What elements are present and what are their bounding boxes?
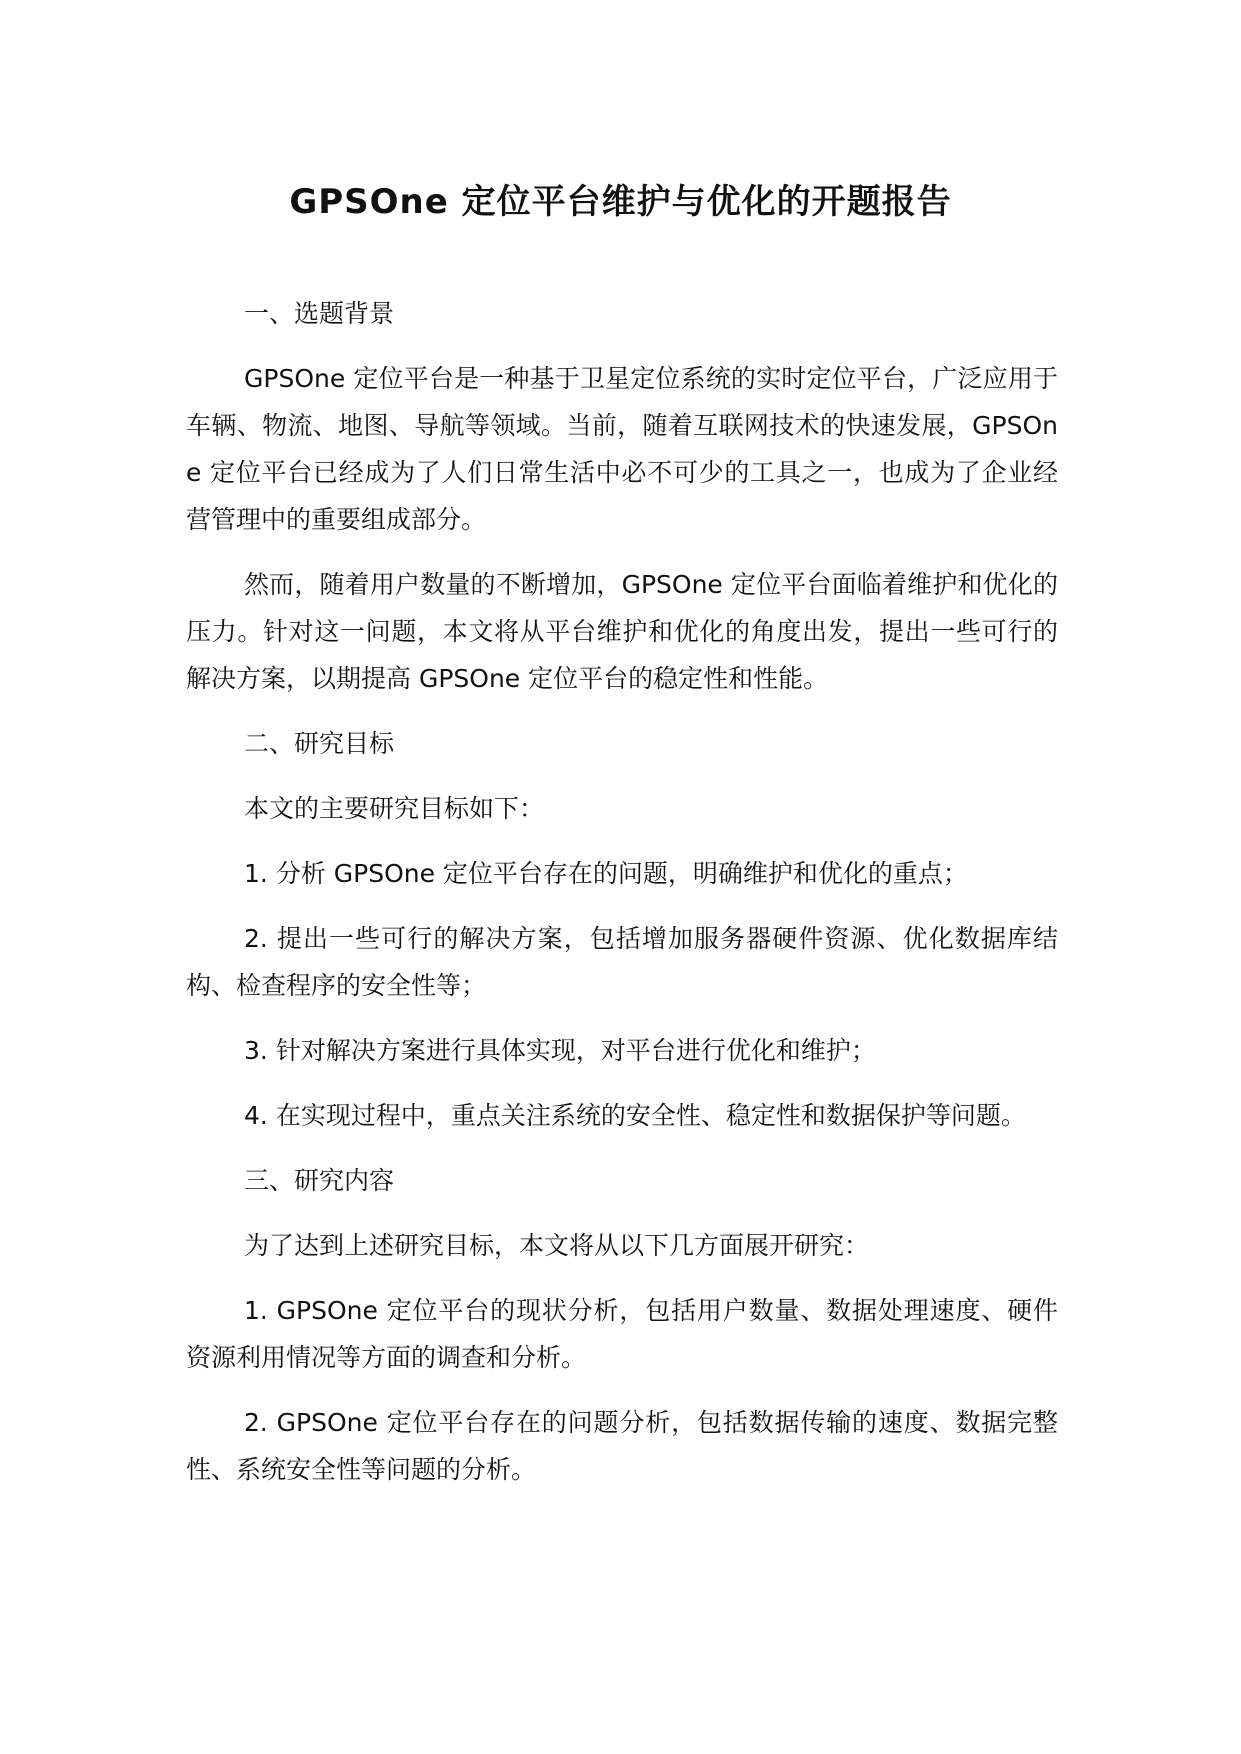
list-item — [186, 1287, 1058, 1381]
list-number: 2. — [244, 924, 268, 953]
goal-list — [186, 850, 1058, 1139]
paragraph: GPSOne 定位平台是一种基于卫星定位系统的实时定位平台，广泛应用于车辆、物流、地图、导航等领域。当前，随着互联网技术的快速发展，GPSOne 定位平台已经成为了人们日常生活中必不可少的工具之一，也成为了企业经营管理中的重要组成部分。 — [186, 364, 1058, 534]
list-number: 3. — [244, 1036, 268, 1065]
paragraph: 然而，随着用户数量的不断增加，GPSOne 定位平台面临着维护和优化的压力。针对这一问题，本文将从平台维护和优化的角度出发，提出一些可行的解决方案，以期提高 GPSOne 定位平台的稳定性和性能。 — [186, 570, 1058, 693]
list-text: 在实现过程中，重点关注系统的安全性、稳定性和数据保护等问题。 — [275, 1101, 1026, 1130]
section-research-content — [186, 1157, 1058, 1493]
list-text: GPSOne 定位平台的现状分析，包括用户数量、数据处理速度、硬件资源利用情况等方面的调查和分析。 — [186, 1296, 1059, 1372]
content-list — [186, 1287, 1058, 1493]
list-text: GPSOne 定位平台存在的问题分析，包括数据传输的速度、数据完整性、系统安全性等问题的分析。 — [186, 1408, 1059, 1484]
document-body — [186, 290, 1058, 1511]
section-background — [186, 290, 1058, 702]
document-title: GPSOne 定位平台维护与优化的开题报告 — [289, 182, 952, 222]
list-item — [186, 1092, 1058, 1139]
list-text: 提出一些可行的解决方案，包括增加服务器硬件资源、优化数据库结构、检查程序的安全性等； — [186, 924, 1058, 1000]
list-item — [186, 1027, 1058, 1074]
list-number: 4. — [244, 1101, 268, 1130]
section-heading: 二、研究目标 — [244, 729, 395, 758]
list-number: 1. — [244, 1296, 268, 1325]
section-intro: 本文的主要研究目标如下： — [244, 794, 545, 823]
section-research-goals — [186, 720, 1058, 1139]
section-heading: 三、研究内容 — [244, 1166, 395, 1195]
section-intro: 为了达到上述研究目标，本文将从以下几方面展开研究： — [244, 1231, 870, 1260]
list-text: 分析 GPSOne 定位平台存在的问题，明确维护和优化的重点； — [275, 859, 968, 888]
list-number: 1. — [244, 859, 268, 888]
list-number: 2. — [244, 1408, 268, 1437]
section-heading: 一、选题背景 — [244, 299, 395, 328]
list-item — [186, 915, 1058, 1009]
list-item — [186, 850, 1058, 897]
list-item — [186, 1399, 1058, 1493]
list-text: 针对解决方案进行具体实现，对平台进行优化和维护； — [275, 1036, 876, 1065]
